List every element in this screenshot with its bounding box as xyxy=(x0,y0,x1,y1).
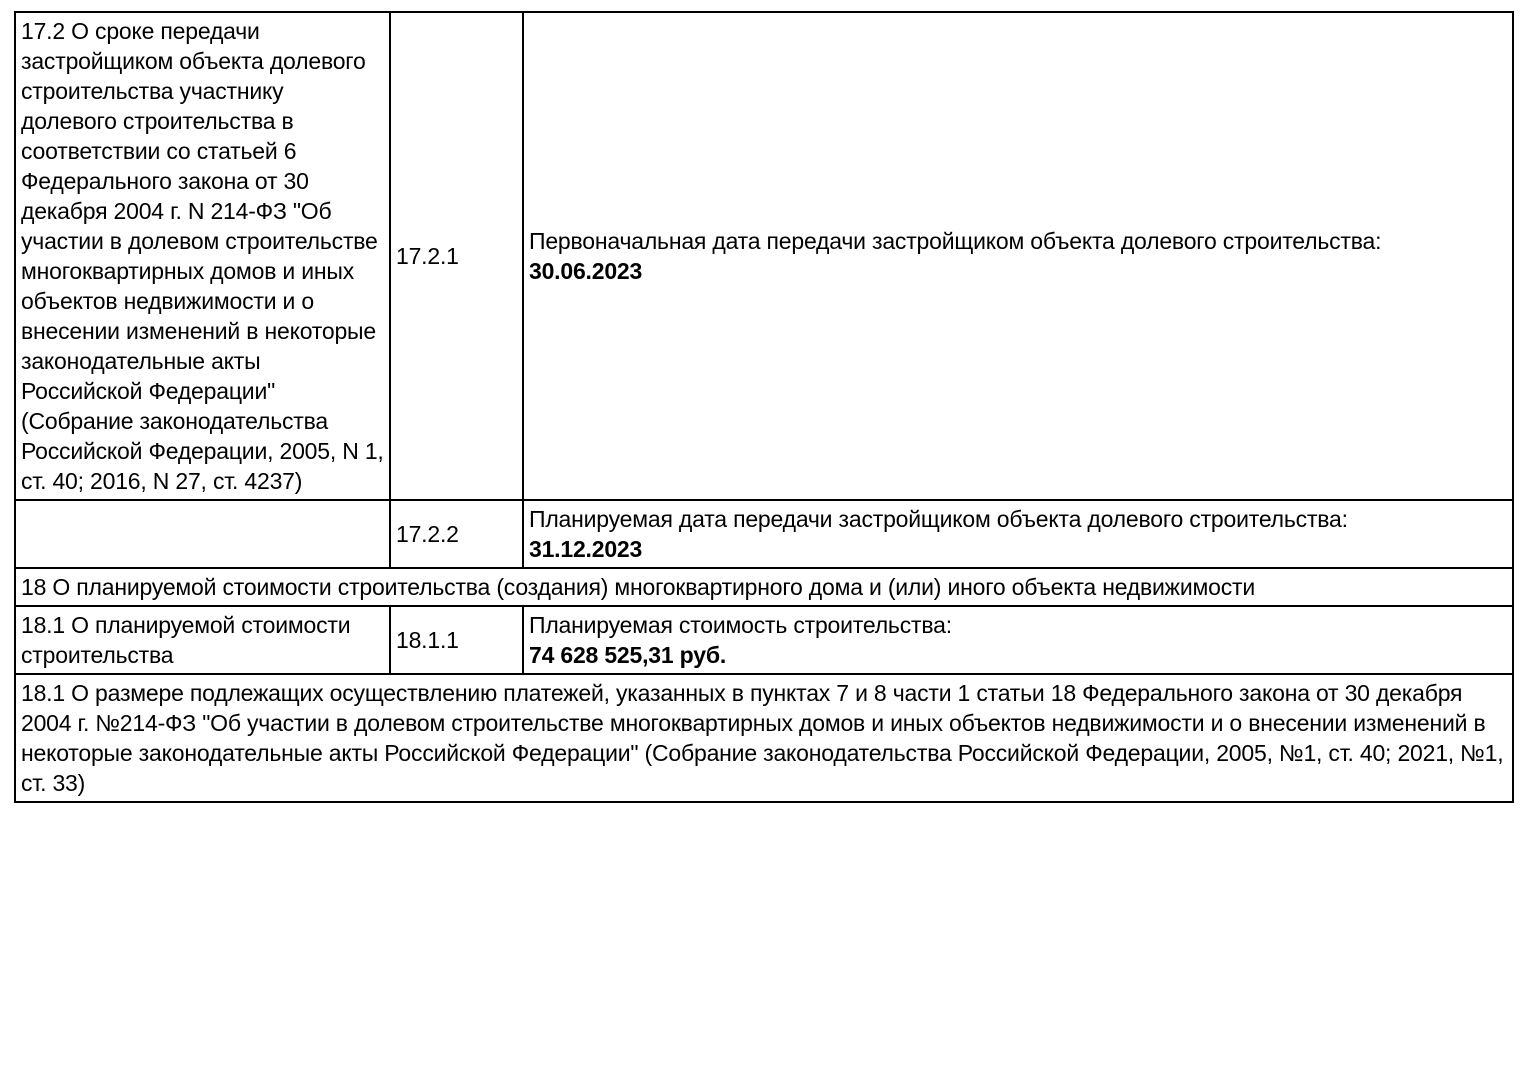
item-18-1-1-label: Планируемая стоимость строительства: xyxy=(529,612,952,638)
section-17-2-description-cell: 17.2 О сроке передачи застройщиком объекта долевого строительства участнику долевого строительства в соответствии со статьей 6 Федерального закона от 30 декабря 2004 г. N 214-ФЗ "Об участии в долевом строительстве многоквартирных домов и иных объектов недвижимости и о внесении изменений в некоторые законодательные акты Российской Федерации" (Собрание законодательства Российской Федерации, 2005, N 1, ст. 40; 2016, N 27, ст. 4237) xyxy=(15,12,390,500)
document-page xyxy=(0,11,1529,803)
item-17-2-2-value: 31.12.2023 xyxy=(529,536,643,562)
item-17-2-1-value-cell xyxy=(523,12,1513,500)
item-number-17-2-1: 17.2.1 xyxy=(390,12,523,500)
item-18-1-1-value-cell xyxy=(523,606,1513,674)
project-declaration-table xyxy=(14,11,1514,803)
table-row xyxy=(15,674,1513,802)
table-row xyxy=(15,500,1513,568)
item-17-2-2-label: Планируемая дата передачи застройщиком объекта долевого строительства: xyxy=(529,506,1348,532)
item-number-17-2-2: 17.2.2 xyxy=(390,500,523,568)
item-18-1-1-value: 74 628 525,31 руб. xyxy=(529,642,727,668)
table-row xyxy=(15,606,1513,674)
item-17-2-2-value-cell xyxy=(523,500,1513,568)
section-18-1-payments-heading-cell: 18.1 О размере подлежащих осуществлению платежей, указанных в пунктах 7 и 8 части 1 статьи 18 Федерального закона от 30 декабря 2004 г. №214-ФЗ "Об участии в долевом строительстве многоквартирных домов и иных объектов недвижимости и о внесении изменений в некоторые законодательные акты Российской Федерации" (Собрание законодательства Российской Федерации, 2005, №1, ст. 40; 2021, №1, ст. 33) xyxy=(15,674,1513,802)
section-18-heading-cell: 18 О планируемой стоимости строительства (создания) многоквартирного дома и (или) иного объекта недвижимости xyxy=(15,568,1513,606)
item-number-18-1-1: 18.1.1 xyxy=(390,606,523,674)
table-row xyxy=(15,568,1513,606)
table-row xyxy=(15,12,1513,500)
item-17-2-1-value: 30.06.2023 xyxy=(529,258,643,284)
item-17-2-1-label: Первоначальная дата передачи застройщиком объекта долевого строительства: xyxy=(529,228,1382,254)
section-18-1-description-cell: 18.1 О планируемой стоимости строительства xyxy=(15,606,390,674)
empty-section-cell xyxy=(15,500,390,568)
